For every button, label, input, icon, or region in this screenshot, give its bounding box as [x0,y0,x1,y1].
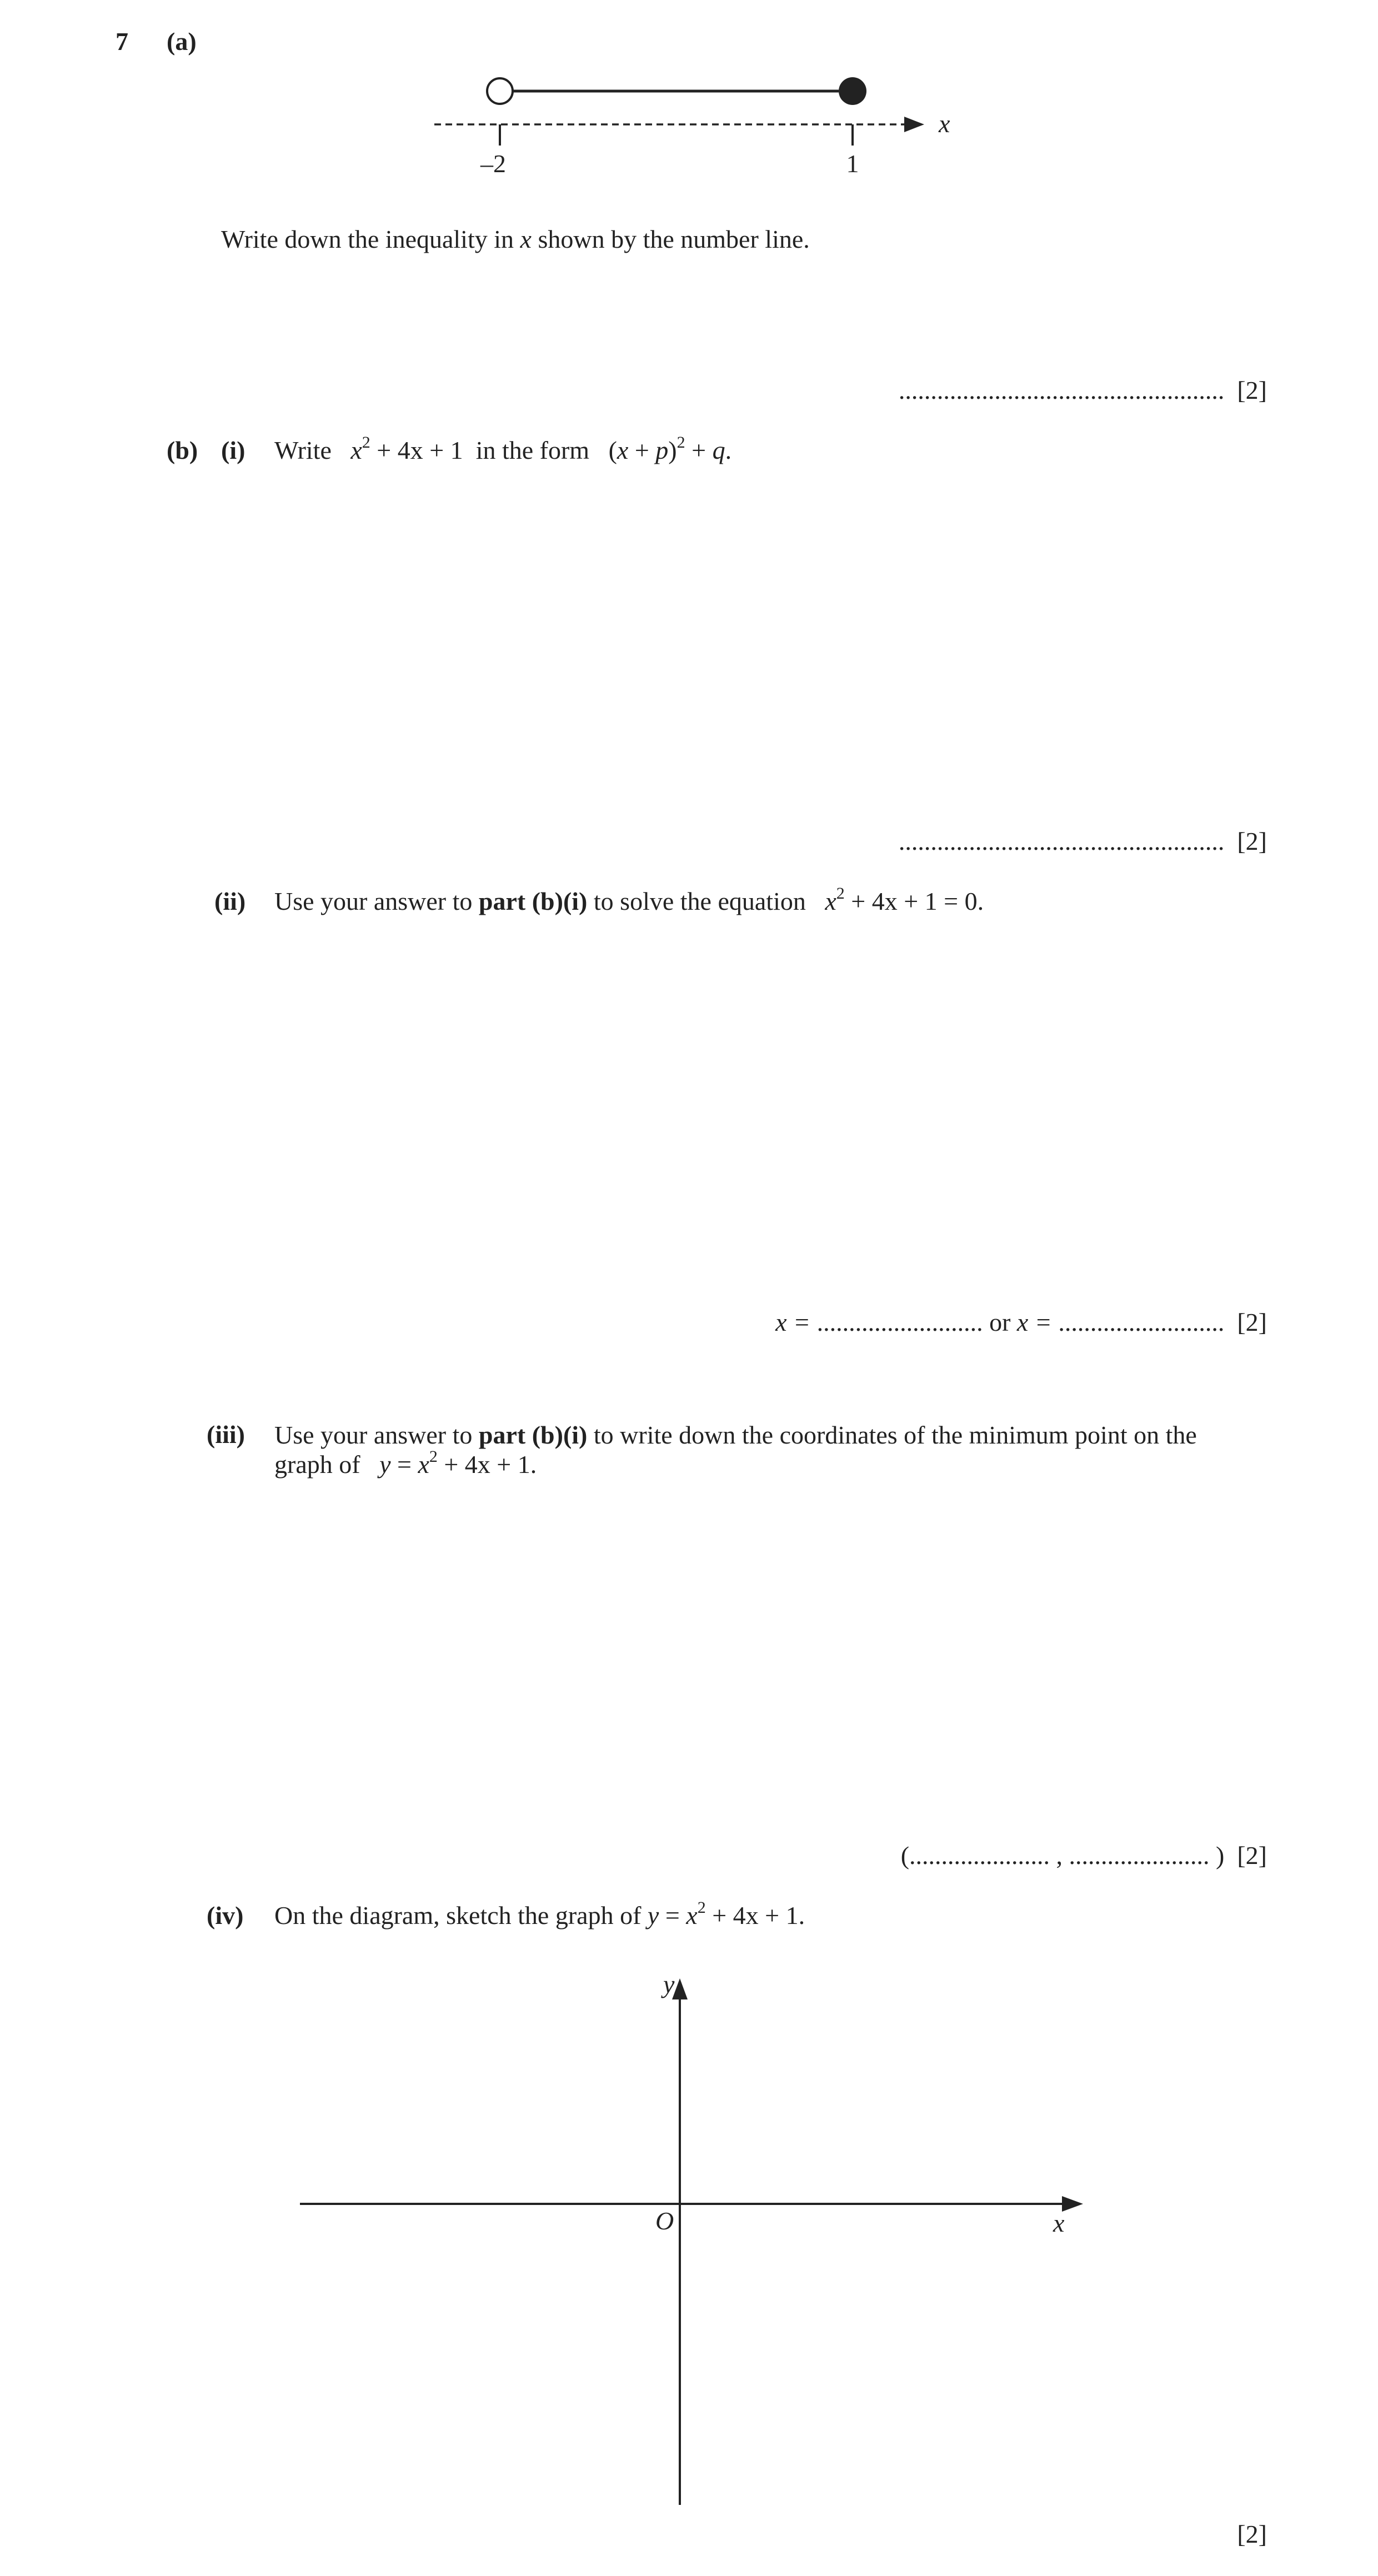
answer-or: or [989,1308,1011,1336]
text-pre: Use your answer to [274,887,479,915]
part-b-iii-answer-line[interactable] [901,1843,1267,1868]
part-b-iii-line1 [274,1422,1273,1449]
form-plus-q: + [685,436,713,464]
eq-x: x [418,1450,429,1479]
eq-exponent: 2 [429,1447,438,1466]
eq-rest: + 4x + 1 = 0. [844,887,984,915]
answer-dots-1[interactable]: ...................... [909,1841,1050,1870]
form-p: p [655,436,669,464]
axis-label-x: x [939,109,950,138]
answer-dots[interactable]: ................................................... [898,376,1225,404]
text-post: to solve the equation [587,887,806,915]
answer-x2: x = [1016,1308,1052,1336]
origin-label: O [655,2207,674,2235]
part-b-iii-line2 [274,1447,537,1479]
part-b-ii-label: (ii) [214,887,246,915]
tick-label-left: –2 [480,149,506,178]
eq-exponent: 2 [836,884,845,903]
tick-label-right: 1 [846,149,859,178]
eq-x: x [825,887,836,915]
part-a-text-post: shown by the number line. [531,225,810,253]
part-a-text-var: x [520,225,532,253]
eq-rest: + 4x + 1. [437,1450,537,1479]
part-b-iv-label: (iv) [207,1901,244,1930]
answer-dots[interactable]: ................................................... [898,827,1225,855]
answer-dots-2[interactable]: ...................... [1069,1841,1210,1870]
open-circle-left [487,78,513,104]
write-word: Write [274,436,332,464]
marks: [2] [1237,827,1267,855]
eq-exponent: 2 [697,1898,706,1917]
answer-x1: x = [775,1308,811,1336]
eq-equals: = [659,1901,687,1930]
marks: [2] [1237,376,1267,404]
answer-comma: , [1056,1841,1063,1870]
part-b-label: (b) [167,436,198,464]
line2-pre: graph of [274,1450,360,1479]
x-axis-label: x [1053,2209,1065,2237]
number-line-diagram [422,67,955,189]
y-axis-label: y [663,1970,675,1998]
form-q: q [712,436,725,464]
line1-post: to write down the coordinates of the minimum point on the [587,1421,1197,1449]
axis-arrow-head [904,117,924,132]
line1-bold-ref: part (b)(i) [478,1421,588,1449]
part-b-ii-instruction [274,884,984,915]
form-plus: + [628,436,656,464]
part-b-i-answer-line[interactable] [899,829,1267,854]
in-the-form: in the form [475,436,590,464]
form-end: . [725,436,732,464]
part-b-iv-marks: [2] [1237,2520,1267,2548]
part-a-answer-line[interactable] [899,378,1267,403]
part-b-ii-answer-line[interactable] [775,1310,1267,1335]
answer-open: ( [900,1841,910,1870]
expr-x: x [350,436,362,464]
expr-rest: + 4x + 1 [370,436,463,464]
form-exponent: 2 [677,433,685,452]
part-b-i-instruction [274,433,732,464]
form-open: ( [608,436,617,464]
eq-equals: = [390,1450,418,1479]
eq-x: x [686,1901,698,1930]
expr-exponent: 2 [362,433,370,452]
answer-close: ) [1216,1841,1225,1870]
answer-dots-1[interactable]: .......................... [816,1308,983,1336]
sketch-axes[interactable] [289,1966,1100,2522]
eq-rest: + 4x + 1. [705,1901,805,1930]
eq-y: y [647,1901,659,1930]
answer-dots-2[interactable]: .......................... [1058,1308,1225,1336]
part-a-label: (a) [167,27,197,56]
part-b-i-label: (i) [221,436,245,464]
filled-circle-right [839,77,866,105]
eq-y: y [379,1450,391,1479]
part-b-iii-label: (iii) [207,1420,245,1449]
text-bold-ref: part (b)(i) [478,887,588,915]
x-axis-arrow-head [1062,2196,1083,2212]
part-a-instruction [221,227,810,252]
text-pre: On the diagram, sketch the graph of [274,1901,648,1930]
part-a-text-pre: Write down the inequality in [221,225,520,253]
part-b-iv-instruction [274,1898,805,1930]
question-number: 7 [116,27,128,56]
form-x: x [617,436,629,464]
line1-pre: Use your answer to [274,1421,479,1449]
marks: [2] [1237,1841,1267,1870]
form-close: ) [668,436,677,464]
marks: [2] [1237,1308,1267,1336]
